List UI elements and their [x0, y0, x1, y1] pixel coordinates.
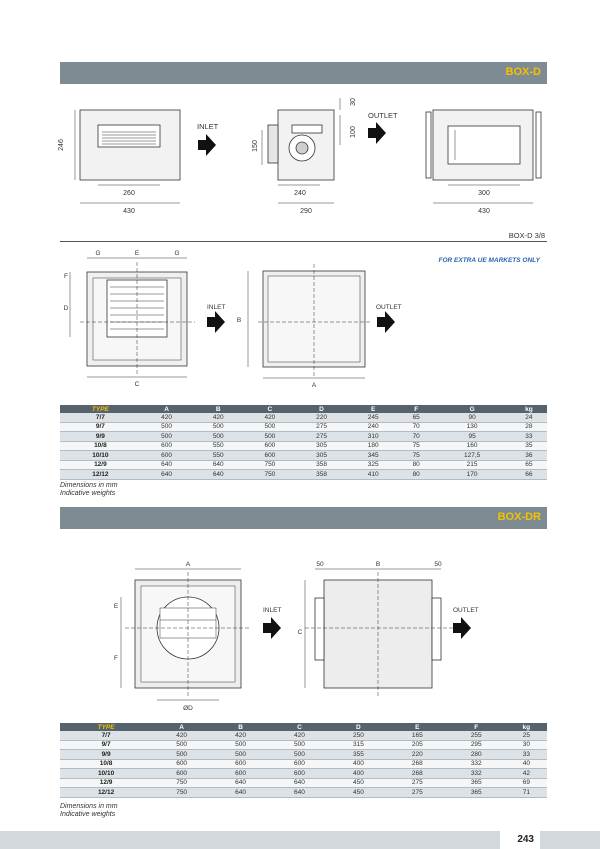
column-header: A: [141, 405, 193, 413]
table-cell: 69: [506, 778, 547, 788]
table-cell: 315: [329, 740, 388, 750]
dim-letter: B: [375, 561, 381, 568]
table-cell: 127,5: [433, 451, 510, 461]
table-cell: 95: [433, 432, 510, 442]
table-cell: 80: [399, 470, 433, 480]
type-cell: 9/9: [60, 750, 152, 760]
side-view-grille: [98, 125, 160, 147]
table-cell: 750: [152, 778, 211, 788]
outlet-label: OUTLET: [453, 607, 479, 614]
section-header-box-d: [60, 62, 547, 84]
extra-markets-note: FOR EXTRA UE MARKETS ONLY: [438, 257, 540, 264]
table-cell: 36: [511, 451, 547, 461]
table-row: [60, 460, 547, 470]
dim-letter: C: [134, 381, 140, 388]
box-d-drawing: [0, 85, 600, 230]
table-cell: 640: [211, 778, 270, 788]
inlet-label: INLET: [197, 122, 219, 131]
table-cell: 750: [152, 788, 211, 798]
table-cell: 215: [433, 460, 510, 470]
table-cell: 245: [347, 413, 399, 422]
table-cell: 268: [388, 769, 447, 779]
table-cell: 640: [141, 470, 193, 480]
type-cell: 10/10: [60, 769, 152, 779]
column-header: B: [211, 723, 270, 731]
type-cell: 9/7: [60, 740, 152, 750]
column-header: G: [433, 405, 510, 413]
table-cell: 40: [506, 759, 547, 769]
dim-label: 246: [58, 139, 65, 151]
table-cell: 640: [270, 778, 329, 788]
table-cell: 600: [141, 441, 193, 451]
type-cell: 12/12: [60, 788, 152, 798]
table-cell: 33: [506, 750, 547, 760]
column-header: F: [447, 723, 506, 731]
table-cell: 30: [506, 740, 547, 750]
dim-label: 300: [478, 190, 490, 197]
outlet-arrow-icon: [368, 122, 386, 144]
type-cell: 12/9: [60, 460, 141, 470]
table-cell: 640: [141, 460, 193, 470]
dim-label: 260: [123, 190, 135, 197]
box-d-dimensions-table: [60, 405, 547, 480]
table-cell: 275: [388, 778, 447, 788]
table-cell: 345: [347, 451, 399, 461]
type-cell: 9/9: [60, 432, 141, 442]
dimensions-note: Dimensions in mm: [60, 803, 118, 810]
dim-label: 430: [123, 208, 135, 215]
table-cell: 640: [192, 460, 244, 470]
page-number: 243: [517, 834, 534, 845]
table-cell: 410: [347, 470, 399, 480]
table-cell: 65: [399, 413, 433, 422]
table-cell: 450: [329, 788, 388, 798]
table-cell: 28: [511, 422, 547, 432]
table-cell: 420: [270, 731, 329, 740]
table-cell: 358: [296, 460, 348, 470]
table-cell: 70: [399, 432, 433, 442]
table-cell: 90: [433, 413, 510, 422]
column-header: C: [244, 405, 296, 413]
table-cell: 500: [270, 750, 329, 760]
dimensions-note: Dimensions in mm: [60, 482, 118, 489]
table-row: [60, 778, 547, 788]
section-title: BOX-DR: [497, 511, 541, 523]
type-cell: 12/12: [60, 470, 141, 480]
dim-letter: E: [134, 250, 140, 257]
table-cell: 500: [152, 750, 211, 760]
table-cell: 75: [399, 451, 433, 461]
rear-view-opening: [448, 126, 520, 164]
table-cell: 75: [399, 441, 433, 451]
table-cell: 25: [506, 731, 547, 740]
table-cell: 500: [141, 422, 193, 432]
dim-letter: G: [95, 250, 101, 257]
dim-label: 290: [300, 208, 312, 215]
table-cell: 170: [433, 470, 510, 480]
dim-letter: C: [297, 629, 303, 636]
table-cell: 500: [244, 432, 296, 442]
table-cell: 500: [192, 432, 244, 442]
table-note: [60, 803, 118, 819]
table-cell: 420: [152, 731, 211, 740]
table-cell: 332: [447, 759, 506, 769]
dim-letter: A: [311, 382, 317, 389]
table-cell: 420: [192, 413, 244, 422]
table-cell: 33: [511, 432, 547, 442]
type-cell: 7/7: [60, 413, 141, 422]
table-cell: 66: [511, 470, 547, 480]
table-cell: 600: [211, 759, 270, 769]
dim-letter: ØD: [183, 705, 193, 712]
dim-letter: B: [236, 317, 242, 324]
table-cell: 24: [511, 413, 547, 422]
table-cell: 400: [329, 759, 388, 769]
table-cell: 80: [399, 460, 433, 470]
dim-letter: A: [185, 561, 191, 568]
inlet-arrow-icon: [207, 311, 225, 333]
column-header: TYPE: [60, 723, 152, 731]
table-row: [60, 451, 547, 461]
table-cell: 640: [270, 788, 329, 798]
table-cell: 325: [347, 460, 399, 470]
dim-label: 240: [294, 190, 306, 197]
dim-letter: F: [64, 273, 68, 280]
table-cell: 600: [244, 441, 296, 451]
table-cell: 500: [141, 432, 193, 442]
table-row: [60, 422, 547, 432]
table-cell: 600: [152, 759, 211, 769]
column-header: A: [152, 723, 211, 731]
table-cell: 550: [192, 441, 244, 451]
table-cell: 600: [152, 769, 211, 779]
column-header: B: [192, 405, 244, 413]
table-cell: 550: [192, 451, 244, 461]
table-row: [60, 750, 547, 760]
table-cell: 358: [296, 470, 348, 480]
table-cell: 750: [244, 460, 296, 470]
table-header-row: [60, 723, 547, 731]
table-cell: 640: [192, 470, 244, 480]
table-cell: 240: [347, 422, 399, 432]
column-header: TYPE: [60, 405, 141, 413]
table-cell: 500: [152, 740, 211, 750]
dim-letter: G: [174, 250, 180, 257]
box-dr-dimensions-table: [60, 723, 547, 798]
table-header-row: [60, 405, 547, 413]
table-cell: 268: [388, 759, 447, 769]
table-cell: 160: [433, 441, 510, 451]
table-cell: 600: [244, 451, 296, 461]
table-cell: 332: [447, 769, 506, 779]
table-row: [60, 740, 547, 750]
table-cell: 600: [211, 769, 270, 779]
table-cell: 600: [270, 769, 329, 779]
table-cell: 70: [399, 422, 433, 432]
weights-note: Indicative weights: [60, 811, 116, 818]
table-row: [60, 441, 547, 451]
table-cell: 365: [447, 788, 506, 798]
inlet-arrow-icon: [198, 134, 216, 156]
table-cell: 500: [211, 750, 270, 760]
table-cell: 250: [329, 731, 388, 740]
column-header: D: [329, 723, 388, 731]
table-cell: 450: [329, 778, 388, 788]
table-cell: 220: [296, 413, 348, 422]
table-cell: 295: [447, 740, 506, 750]
box-dr-drawing: [0, 555, 600, 715]
table-cell: 305: [296, 441, 348, 451]
divider: [60, 241, 547, 242]
column-header: E: [388, 723, 447, 731]
table-cell: 750: [244, 470, 296, 480]
table-cell: 255: [447, 731, 506, 740]
table-row: [60, 470, 547, 480]
dim-letter: F: [114, 655, 118, 662]
table-cell: 365: [447, 778, 506, 788]
table-row: [60, 432, 547, 442]
model-label: BOX-D 3/8: [508, 231, 545, 240]
table-row: [60, 788, 547, 798]
column-header: C: [270, 723, 329, 731]
table-cell: 500: [192, 422, 244, 432]
table-row: [60, 731, 547, 740]
table-cell: 275: [388, 788, 447, 798]
dim-label: 150: [252, 140, 259, 152]
dim-letter: 50: [316, 561, 324, 568]
type-cell: 12/9: [60, 778, 152, 788]
table-cell: 420: [211, 731, 270, 740]
table-cell: 400: [329, 769, 388, 779]
section-header-box-dr: [60, 507, 547, 529]
dim-letter: 50: [434, 561, 442, 568]
outlet-label: OUTLET: [376, 304, 402, 311]
column-header: kg: [511, 405, 547, 413]
dim-label: 30: [350, 98, 357, 106]
inlet-arrow-icon: [263, 617, 281, 639]
inlet-label: INLET: [263, 607, 282, 614]
table-row: [60, 413, 547, 422]
table-cell: 275: [296, 432, 348, 442]
table-cell: 310: [347, 432, 399, 442]
column-header: D: [296, 405, 348, 413]
table-cell: 420: [244, 413, 296, 422]
type-cell: 7/7: [60, 731, 152, 740]
type-cell: 10/10: [60, 451, 141, 461]
type-cell: 10/8: [60, 441, 141, 451]
table-cell: 420: [141, 413, 193, 422]
box-d-large-drawing: [0, 245, 600, 395]
dim-letter: D: [63, 305, 69, 312]
table-cell: 355: [329, 750, 388, 760]
column-header: E: [347, 405, 399, 413]
table-cell: 130: [433, 422, 510, 432]
table-cell: 220: [388, 750, 447, 760]
column-header: F: [399, 405, 433, 413]
table-cell: 180: [347, 441, 399, 451]
table-cell: 35: [511, 441, 547, 451]
table-cell: 600: [141, 451, 193, 461]
table-cell: 600: [270, 759, 329, 769]
type-cell: 9/7: [60, 422, 141, 432]
table-cell: 65: [511, 460, 547, 470]
table-cell: 500: [270, 740, 329, 750]
dim-label: 430: [478, 208, 490, 215]
table-cell: 42: [506, 769, 547, 779]
table-cell: 500: [211, 740, 270, 750]
type-cell: 10/8: [60, 759, 152, 769]
table-cell: 71: [506, 788, 547, 798]
table-cell: 205: [388, 740, 447, 750]
table-cell: 305: [296, 451, 348, 461]
outlet-arrow-icon: [377, 311, 395, 333]
dim-letter: E: [113, 603, 119, 610]
table-note: [60, 482, 118, 498]
table-cell: 165: [388, 731, 447, 740]
table-cell: 280: [447, 750, 506, 760]
outlet-arrow-icon: [453, 617, 471, 639]
dim-label: 100: [350, 126, 357, 138]
column-header: kg: [506, 723, 547, 731]
inlet-label: INLET: [207, 304, 226, 311]
weights-note: Indicative weights: [60, 490, 116, 497]
table-row: [60, 769, 547, 779]
table-cell: 640: [211, 788, 270, 798]
table-row: [60, 759, 547, 769]
table-cell: 275: [296, 422, 348, 432]
outlet-label: OUTLET: [368, 111, 398, 120]
section-title: BOX-D: [505, 66, 541, 78]
table-cell: 500: [244, 422, 296, 432]
